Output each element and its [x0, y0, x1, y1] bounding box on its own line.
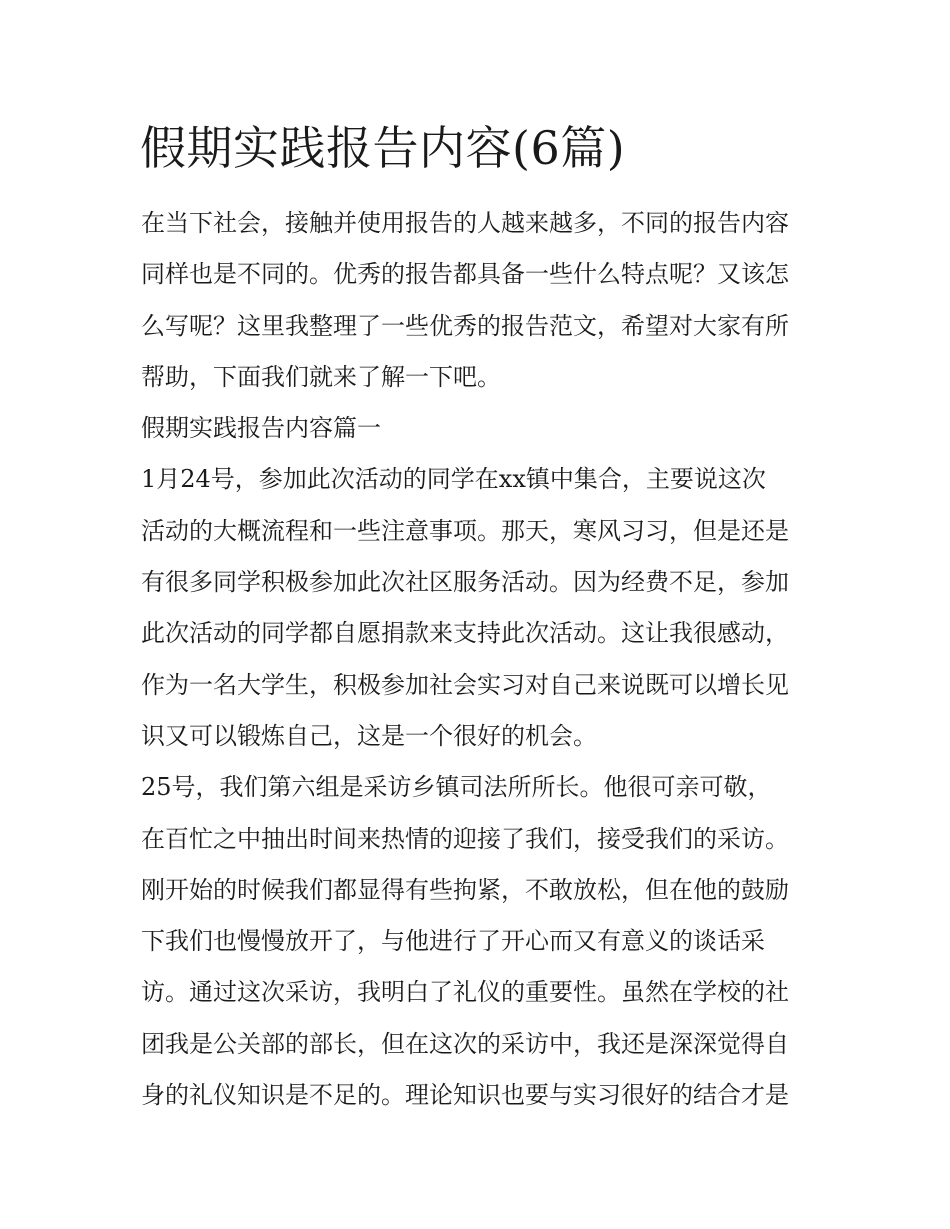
- paragraph-2-line-1: 25号，我们第六组是采访乡镇司法所所长。他很可亲可敬，: [141, 773, 772, 802]
- paragraph-1-line-6: 识又可以锻炼自己，这是一个很好的机会。: [141, 721, 597, 750]
- document-body: [141, 198, 821, 1121]
- paragraph-2-line-7: 身的礼仪知识是不足的。理论知识也要与实习很好的结合才是: [141, 1081, 789, 1110]
- intro-line-3: 么写呢？这里我整理了一些优秀的报告范文，希望对大家有所: [141, 311, 789, 340]
- intro-line-4: 帮助，下面我们就来了解一下吧。: [141, 362, 501, 391]
- section-heading: 假期实践报告内容篇一: [141, 414, 381, 443]
- paragraph-2-line-2: 在百忙之中抽出时间来热情的迎接了我们，接受我们的采访。: [141, 824, 789, 853]
- paragraph-2-line-4: 下我们也慢慢放开了，与他进行了开心而又有意义的谈话采: [141, 927, 765, 956]
- paragraph-2-line-6: 团我是公关部的部长，但在这次的采访中，我还是深深觉得自: [141, 1029, 789, 1058]
- intro-line-1: 在当下社会，接触并使用报告的人越来越多，不同的报告内容: [141, 209, 789, 237]
- paragraph-1-line-1: 1月24号，参加此次活动的同学在xx镇中集合，主要说这次: [141, 465, 766, 494]
- paragraph-1-line-4: 此次活动的同学都自愿捐款来支持此次活动。这让我很感动，: [141, 619, 789, 648]
- paragraph-2-line-5: 访。通过这次采访，我明白了礼仪的重要性。虽然在学校的社: [141, 978, 789, 1007]
- paragraph-1-line-2: 活动的大概流程和一些注意事项。那天，寒风习习，但是还是: [141, 516, 789, 545]
- paragraph-1-line-3: 有很多同学积极参加此次社区服务活动。因为经费不足，参加: [141, 568, 789, 597]
- intro-line-2: 同样也是不同的。优秀的报告都具备一些什么特点呢？又该怎: [141, 260, 789, 289]
- paragraph-1-line-5: 作为一名大学生，积极参加社会实习对自己来说既可以增长见: [141, 670, 789, 699]
- document-title: 假期实践报告内容(6篇): [140, 121, 626, 175]
- paragraph-2-line-3: 刚开始的时候我们都显得有些拘紧，不敢放松，但在他的鼓励: [141, 875, 789, 904]
